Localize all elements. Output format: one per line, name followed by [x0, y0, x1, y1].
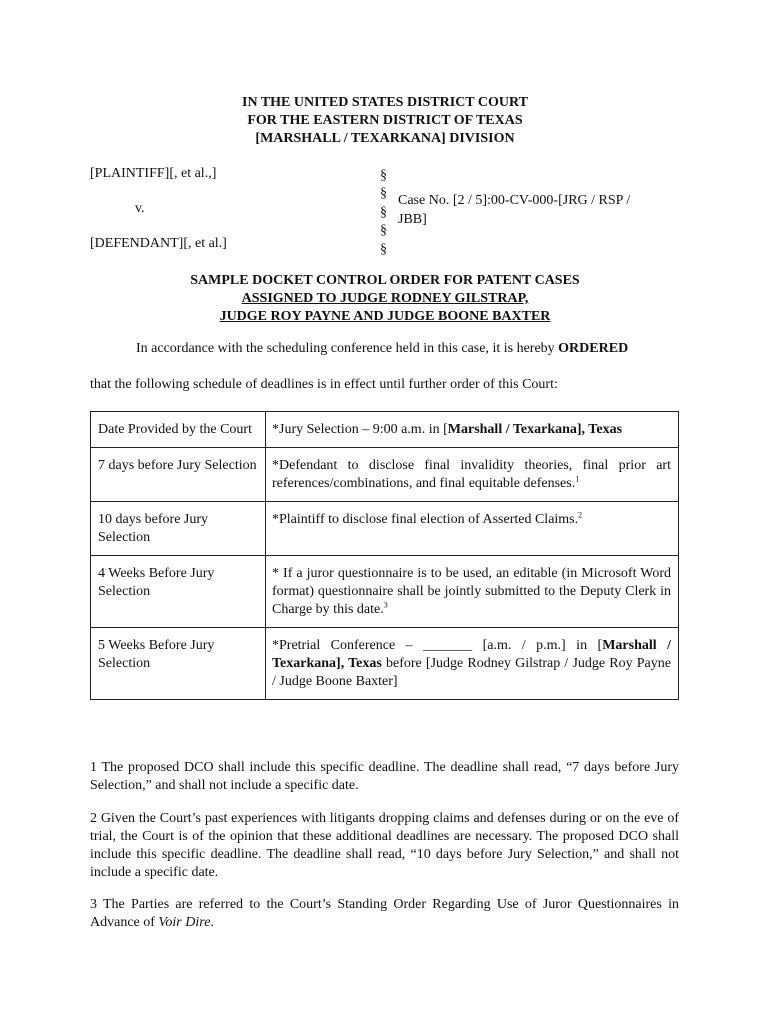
section-symbol: § — [380, 186, 387, 202]
footnote-2: 2 Given the Court’s past experiences with litigants dropping claims and defenses during or on the eve of trial, the Court is of the opinion that these additional deadlines are necessary. The proposed DCO shall include this specific deadline. The deadline shall read, “10 days before Jury Selection,” and shall not include a specific date. — [90, 811, 679, 880]
title-line-1: SAMPLE DOCKET CONTROL ORDER FOR PATENT CASES — [190, 273, 580, 288]
section-symbol: § — [380, 241, 387, 257]
ordered-word: ORDERED — [558, 341, 629, 356]
deadline-event-cell — [266, 628, 679, 700]
footnote-reference: 2 — [578, 510, 583, 520]
court-line-2: FOR THE EASTERN DISTRICT OF TEXAS — [247, 113, 523, 128]
event-text-continued: before [Judge Rodney Gilstrap / Judge Roy Payne / Judge Boone Baxter] — [272, 656, 671, 689]
event-text: *Pretrial Conference – _______ [a.m. / p.m.] in [ — [272, 638, 603, 653]
footnote-1: 1 The proposed DCO shall include this specific deadline. The deadline shall read, “7 days before Jury Selection,” and shall not include a specific date. — [90, 760, 679, 793]
title-line-2: ASSIGNED TO JUDGE RODNEY GILSTRAP, — [241, 291, 529, 306]
plaintiff-name: [PLAINTIFF][, et al.,] — [90, 166, 217, 181]
event-text: *Plaintiff to disclose final election of Asserted Claims. — [272, 512, 579, 527]
intro-paragraph — [90, 341, 680, 357]
footnote-3-text: 3 The Parties are referred to the Court’s Standing Order Regarding Use of Juror Questionnaires in Advance of — [90, 897, 679, 930]
table-row — [91, 412, 679, 448]
section-symbol-column — [380, 167, 387, 259]
deadline-event-cell — [266, 556, 679, 628]
footnote-reference: 1 — [575, 474, 580, 484]
case-number — [398, 191, 673, 229]
defendant-name: [DEFENDANT][, et al.] — [90, 236, 227, 251]
footnote-reference: 3 — [383, 600, 388, 610]
event-location: Marshall / Texarkana], Texas — [447, 422, 623, 437]
section-symbol: § — [380, 223, 387, 239]
table-row — [91, 502, 679, 556]
event-location: Marshall / Texarkana], Texas — [272, 638, 671, 671]
deadline-date-cell: 7 days before Jury Selection — [91, 448, 266, 502]
deadline-date-cell: Date Provided by the Court — [91, 412, 266, 448]
table-row — [91, 448, 679, 502]
order-title — [0, 272, 770, 326]
deadline-date-cell: 5 Weeks Before Jury Selection — [91, 628, 266, 700]
event-text: *Defendant to disclose final invalidity theories, final prior art references/combinations, and final equitable defenses. — [272, 458, 671, 491]
schedule-table — [90, 411, 679, 700]
footnote-3 — [90, 896, 679, 932]
deadline-event-cell — [266, 502, 679, 556]
court-heading — [0, 94, 770, 148]
deadline-event-cell — [266, 412, 679, 448]
versus-label: v. — [135, 201, 145, 216]
footnote-3-end: . — [210, 915, 214, 930]
section-symbol: § — [380, 168, 387, 183]
intro-text: In accordance with the scheduling conference held in this case, it is hereby — [136, 341, 555, 356]
deadline-event-cell — [266, 448, 679, 502]
event-text: * If a juror questionnaire is to be used, an editable (in Microsoft Word format) questionnaire shall be jointly submitted to the Deputy Clerk in Charge by this date. — [272, 566, 671, 617]
deadline-date-cell: 10 days before Jury Selection — [91, 502, 266, 556]
court-line-3: [MARSHALL / TEXARKANA] DIVISION — [255, 131, 515, 146]
deadline-date-cell: 4 Weeks Before Jury Selection — [91, 556, 266, 628]
table-row — [91, 556, 679, 628]
section-symbol: § — [380, 204, 387, 220]
intro-line-2: that the following schedule of deadlines is in effect until further order of this Court: — [90, 377, 558, 392]
court-line-1: IN THE UNITED STATES DISTRICT COURT — [242, 95, 528, 110]
case-number-line-2: JBB] — [398, 212, 427, 227]
event-text: *Jury Selection – 9:00 a.m. in [ — [272, 422, 448, 437]
table-row — [91, 628, 679, 700]
title-line-3: JUDGE ROY PAYNE AND JUDGE BOONE BAXTER — [219, 309, 551, 324]
voir-dire-text: Voir Dire — [158, 915, 211, 930]
case-number-line-1: Case No. [2 / 5]:00-CV-000-[JRG / RSP / — [398, 193, 631, 208]
